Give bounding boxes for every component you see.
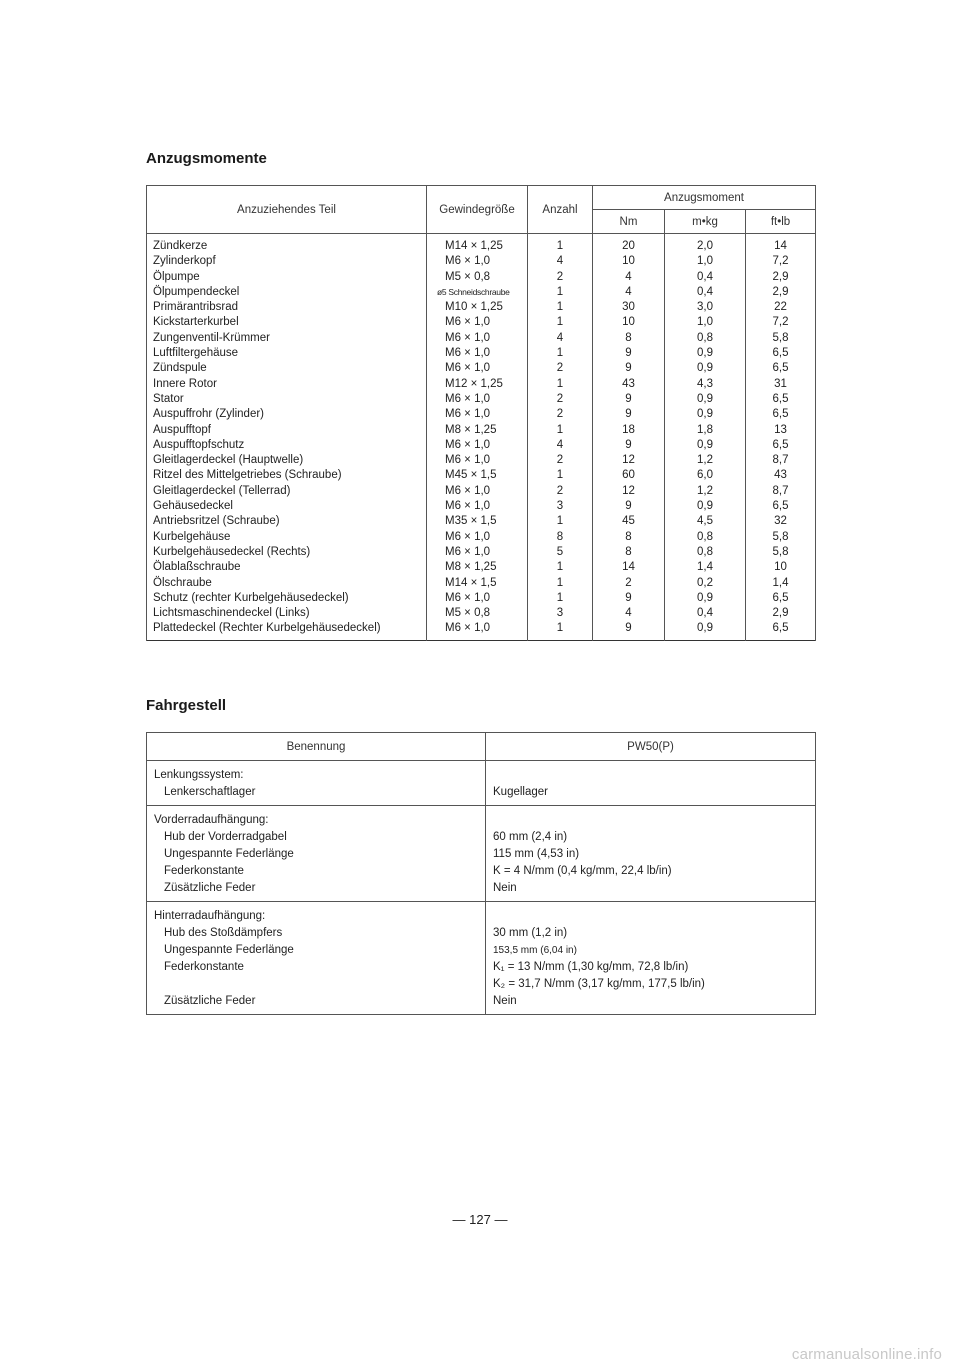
- nm-cell: 9: [593, 361, 665, 376]
- qty-cell: 1: [528, 285, 593, 300]
- table-row: [147, 806, 816, 902]
- rear-values: [486, 902, 816, 1015]
- mkg-cell: 0,9: [665, 407, 746, 422]
- ftlb-cell: 14: [746, 234, 816, 255]
- mkg-cell: 0,2: [665, 576, 746, 591]
- thread-cell: M6 × 1,0: [427, 438, 528, 453]
- front-value: 60 mm (2,4 in): [493, 831, 568, 843]
- table-row: [147, 576, 816, 591]
- ftlb-cell: 5,8: [746, 530, 816, 545]
- part-cell: Lichtsmaschinendeckel (Links): [147, 606, 427, 621]
- thread-cell: M14 × 1,25: [427, 234, 528, 255]
- part-cell: Antriebsritzel (Schraube): [147, 514, 427, 529]
- part-cell: Ölablaßschraube: [147, 560, 427, 575]
- col-header-nm: Nm: [593, 210, 665, 234]
- ftlb-cell: 22: [746, 300, 816, 315]
- table-row: [147, 453, 816, 468]
- qty-cell: 1: [528, 377, 593, 392]
- qty-cell: 8: [528, 530, 593, 545]
- mkg-cell: 0,9: [665, 499, 746, 514]
- qty-cell: 3: [528, 499, 593, 514]
- col-header-ftlb: ft•lb: [746, 210, 816, 234]
- mkg-cell: 0,9: [665, 591, 746, 606]
- mkg-cell: 1,0: [665, 315, 746, 330]
- mkg-cell: 0,4: [665, 606, 746, 621]
- nm-cell: 9: [593, 499, 665, 514]
- steering-item: Lenkerschaftlager: [164, 786, 256, 798]
- qty-cell: 3: [528, 606, 593, 621]
- thread-cell: M5 × 0,8: [427, 606, 528, 621]
- steering-title: Lenkungssystem:: [154, 769, 244, 781]
- table-row: [147, 331, 816, 346]
- mkg-cell: 1,0: [665, 254, 746, 269]
- part-cell: Auspufftopfschutz: [147, 438, 427, 453]
- table-row: [147, 300, 816, 315]
- front-value: K = 4 N/mm (0,4 kg/mm, 22,4 lb/in): [493, 865, 672, 877]
- col-header-mkg: m•kg: [665, 210, 746, 234]
- thread-cell: ø5 Schneidschraube: [427, 285, 528, 300]
- ftlb-cell: 13: [746, 423, 816, 438]
- steering-labels: [147, 761, 486, 806]
- watermark: carmanualsonline.info: [791, 1346, 942, 1363]
- table-row: [147, 560, 816, 575]
- part-cell: Ölschraube: [147, 576, 427, 591]
- table-row: [147, 621, 816, 640]
- front-values: [486, 806, 816, 902]
- part-cell: Auspufftopf: [147, 423, 427, 438]
- ftlb-cell: 2,9: [746, 606, 816, 621]
- part-cell: Innere Rotor: [147, 377, 427, 392]
- part-cell: Plattedeckel (Rechter Kurbelgehäusedeckel): [147, 621, 427, 640]
- mkg-cell: 3,0: [665, 300, 746, 315]
- thread-cell: M35 × 1,5: [427, 514, 528, 529]
- thread-cell: M8 × 1,25: [427, 560, 528, 575]
- ftlb-cell: 10: [746, 560, 816, 575]
- part-cell: Gleitlagerdeckel (Tellerrad): [147, 484, 427, 499]
- mkg-cell: 0,9: [665, 346, 746, 361]
- mkg-cell: 0,9: [665, 621, 746, 640]
- nm-cell: 30: [593, 300, 665, 315]
- front-item: Ungespannte Federlänge: [164, 848, 294, 860]
- front-item: Federkonstante: [164, 865, 244, 877]
- table-row: [147, 761, 816, 806]
- table-row: [147, 234, 816, 255]
- nm-cell: 20: [593, 234, 665, 255]
- ftlb-cell: 1,4: [746, 576, 816, 591]
- part-cell: Ritzel des Mittelgetriebes (Schraube): [147, 468, 427, 483]
- nm-cell: 8: [593, 331, 665, 346]
- part-cell: Schutz (rechter Kurbelgehäusedeckel): [147, 591, 427, 606]
- ftlb-cell: 6,5: [746, 591, 816, 606]
- mkg-cell: 0,4: [665, 270, 746, 285]
- rear-item: Hub des Stoßdämpfers: [164, 927, 283, 939]
- qty-cell: 1: [528, 315, 593, 330]
- thread-cell: M6 × 1,0: [427, 407, 528, 422]
- nm-cell: 18: [593, 423, 665, 438]
- thread-cell: M5 × 0,8: [427, 270, 528, 285]
- qty-cell: 2: [528, 361, 593, 376]
- ftlb-cell: 6,5: [746, 499, 816, 514]
- ftlb-cell: 8,7: [746, 453, 816, 468]
- qty-cell: 1: [528, 468, 593, 483]
- qty-cell: 2: [528, 407, 593, 422]
- mkg-cell: 0,8: [665, 545, 746, 560]
- qty-cell: 4: [528, 331, 593, 346]
- mkg-cell: 0,4: [665, 285, 746, 300]
- ftlb-cell: 6,5: [746, 361, 816, 376]
- rear-title: Hinterradaufhängung:: [154, 910, 266, 922]
- part-cell: Kurbelgehäuse: [147, 530, 427, 545]
- qty-cell: 1: [528, 576, 593, 591]
- table-row: [147, 285, 816, 300]
- qty-cell: 2: [528, 270, 593, 285]
- col-header-torque: Anzugsmoment: [593, 186, 816, 210]
- nm-cell: 10: [593, 315, 665, 330]
- ftlb-cell: 31: [746, 377, 816, 392]
- table-row: [147, 407, 816, 422]
- rear-item: Federkonstante: [164, 961, 244, 973]
- nm-cell: 9: [593, 621, 665, 640]
- part-cell: Kickstarterkurbel: [147, 315, 427, 330]
- col-header-part: Anzuziehendes Teil: [147, 186, 427, 234]
- nm-cell: 8: [593, 545, 665, 560]
- table-row: [147, 315, 816, 330]
- ftlb-cell: 6,5: [746, 392, 816, 407]
- rear-value: K₁ = 13 N/mm (1,30 kg/mm, 72,8 lb/in): [493, 961, 689, 973]
- table-row: [147, 392, 816, 407]
- front-item: Hub der Vorderradgabel: [164, 831, 287, 843]
- mkg-cell: 0,9: [665, 438, 746, 453]
- mkg-cell: 0,9: [665, 361, 746, 376]
- table-row: [147, 346, 816, 361]
- qty-cell: 1: [528, 423, 593, 438]
- ftlb-cell: 2,9: [746, 285, 816, 300]
- thread-cell: M6 × 1,0: [427, 392, 528, 407]
- rear-value: 30 mm (1,2 in): [493, 927, 568, 939]
- nm-cell: 8: [593, 530, 665, 545]
- thread-cell: M6 × 1,0: [427, 484, 528, 499]
- mkg-cell: 0,8: [665, 331, 746, 346]
- table-row: [147, 438, 816, 453]
- rear-item: Züsätzliche Feder: [164, 995, 256, 1007]
- part-cell: Zylinderkopf: [147, 254, 427, 269]
- part-cell: Stator: [147, 392, 427, 407]
- page-number: — 127 —: [452, 1212, 508, 1227]
- thread-cell: M45 × 1,5: [427, 468, 528, 483]
- ftlb-cell: 6,5: [746, 407, 816, 422]
- thread-cell: M10 × 1,25: [427, 300, 528, 315]
- torque-table: [146, 185, 816, 641]
- qty-cell: 2: [528, 453, 593, 468]
- qty-cell: 1: [528, 300, 593, 315]
- nm-cell: 9: [593, 407, 665, 422]
- thread-cell: M6 × 1,0: [427, 346, 528, 361]
- thread-cell: M6 × 1,0: [427, 545, 528, 560]
- ftlb-cell: 8,7: [746, 484, 816, 499]
- part-cell: Zungenventil-Krümmer: [147, 331, 427, 346]
- col-header-qty: Anzahl: [528, 186, 593, 234]
- nm-cell: 4: [593, 606, 665, 621]
- thread-cell: M14 × 1,5: [427, 576, 528, 591]
- table-row: [147, 377, 816, 392]
- thread-cell: M6 × 1,0: [427, 499, 528, 514]
- table-row: [147, 468, 816, 483]
- table-row: [147, 361, 816, 376]
- nm-cell: 9: [593, 392, 665, 407]
- thread-cell: M8 × 1,25: [427, 423, 528, 438]
- col-header-name: Benennung: [147, 733, 486, 761]
- chassis-heading: Fahrgestell: [146, 697, 227, 714]
- nm-cell: 4: [593, 270, 665, 285]
- thread-cell: M6 × 1,0: [427, 254, 528, 269]
- thread-cell: M12 × 1,25: [427, 377, 528, 392]
- part-cell: Ölpumpe: [147, 270, 427, 285]
- mkg-cell: 4,3: [665, 377, 746, 392]
- mkg-cell: 1,4: [665, 560, 746, 575]
- col-header-model: PW50(P): [486, 733, 816, 761]
- ftlb-cell: 2,9: [746, 270, 816, 285]
- part-cell: Zündspule: [147, 361, 427, 376]
- nm-cell: 10: [593, 254, 665, 269]
- part-cell: Primärantribsrad: [147, 300, 427, 315]
- rear-value: Nein: [493, 995, 517, 1007]
- ftlb-cell: 6,5: [746, 621, 816, 640]
- nm-cell: 9: [593, 346, 665, 361]
- qty-cell: 1: [528, 514, 593, 529]
- thread-cell: M6 × 1,0: [427, 453, 528, 468]
- mkg-cell: 4,5: [665, 514, 746, 529]
- nm-cell: 45: [593, 514, 665, 529]
- table-row: [147, 254, 816, 269]
- ftlb-cell: 7,2: [746, 315, 816, 330]
- mkg-cell: 1,2: [665, 453, 746, 468]
- part-cell: Gehäusedeckel: [147, 499, 427, 514]
- rear-value: K₂ = 31,7 N/mm (3,17 kg/mm, 177,5 lb/in): [493, 978, 705, 990]
- qty-cell: 1: [528, 560, 593, 575]
- part-cell: Kurbelgehäusedeckel (Rechts): [147, 545, 427, 560]
- mkg-cell: 6,0: [665, 468, 746, 483]
- ftlb-cell: 6,5: [746, 438, 816, 453]
- front-value: Nein: [493, 882, 517, 894]
- qty-cell: 4: [528, 438, 593, 453]
- part-cell: Gleitlagerdeckel (Hauptwelle): [147, 453, 427, 468]
- nm-cell: 9: [593, 438, 665, 453]
- nm-cell: 43: [593, 377, 665, 392]
- mkg-cell: 0,9: [665, 392, 746, 407]
- thread-cell: M6 × 1,0: [427, 530, 528, 545]
- thread-cell: M6 × 1,0: [427, 621, 528, 640]
- ftlb-cell: 7,2: [746, 254, 816, 269]
- table-row: [147, 270, 816, 285]
- torque-table-body: [147, 234, 816, 641]
- nm-cell: 12: [593, 484, 665, 499]
- table-row: [147, 902, 816, 1015]
- part-cell: Ölpumpendeckel: [147, 285, 427, 300]
- part-cell: Auspuffrohr (Zylinder): [147, 407, 427, 422]
- table-row: [147, 530, 816, 545]
- front-labels: [147, 806, 486, 902]
- steering-value: Kugellager: [493, 786, 548, 798]
- qty-cell: 1: [528, 591, 593, 606]
- thread-cell: M6 × 1,0: [427, 315, 528, 330]
- qty-cell: 2: [528, 392, 593, 407]
- table-row: [147, 591, 816, 606]
- qty-cell: 1: [528, 234, 593, 255]
- col-header-thread: Gewindegröße: [427, 186, 528, 234]
- table-row: [147, 606, 816, 621]
- steering-values: [486, 761, 816, 806]
- part-cell: Luftfiltergehäuse: [147, 346, 427, 361]
- mkg-cell: 2,0: [665, 234, 746, 255]
- table-row: [147, 484, 816, 499]
- torque-heading: Anzugsmomente: [146, 150, 267, 167]
- qty-cell: 1: [528, 621, 593, 640]
- rear-value: 153,5 mm (6,04 in): [493, 945, 577, 956]
- nm-cell: 2: [593, 576, 665, 591]
- thread-cell: M6 × 1,0: [427, 331, 528, 346]
- nm-cell: 9: [593, 591, 665, 606]
- qty-cell: 5: [528, 545, 593, 560]
- ftlb-cell: 6,5: [746, 346, 816, 361]
- qty-cell: 4: [528, 254, 593, 269]
- mkg-cell: 1,8: [665, 423, 746, 438]
- mkg-cell: 1,2: [665, 484, 746, 499]
- table-row: [147, 499, 816, 514]
- part-cell: Zündkerze: [147, 234, 427, 255]
- mkg-cell: 0,8: [665, 530, 746, 545]
- qty-cell: 2: [528, 484, 593, 499]
- rear-labels: [147, 902, 486, 1015]
- rear-item: Ungespannte Federlänge: [164, 944, 294, 956]
- thread-cell: M6 × 1,0: [427, 361, 528, 376]
- table-row: [147, 545, 816, 560]
- ftlb-cell: 5,8: [746, 545, 816, 560]
- chassis-table: [146, 732, 816, 1015]
- nm-cell: 60: [593, 468, 665, 483]
- ftlb-cell: 43: [746, 468, 816, 483]
- qty-cell: 1: [528, 346, 593, 361]
- thread-cell: M6 × 1,0: [427, 591, 528, 606]
- nm-cell: 4: [593, 285, 665, 300]
- front-value: 115 mm (4,53 in): [493, 848, 580, 860]
- table-row: [147, 423, 816, 438]
- nm-cell: 12: [593, 453, 665, 468]
- ftlb-cell: 32: [746, 514, 816, 529]
- ftlb-cell: 5,8: [746, 331, 816, 346]
- nm-cell: 14: [593, 560, 665, 575]
- front-title: Vorderradaufhängung:: [154, 814, 269, 826]
- table-row: [147, 514, 816, 529]
- front-item: Züsätzliche Feder: [164, 882, 256, 894]
